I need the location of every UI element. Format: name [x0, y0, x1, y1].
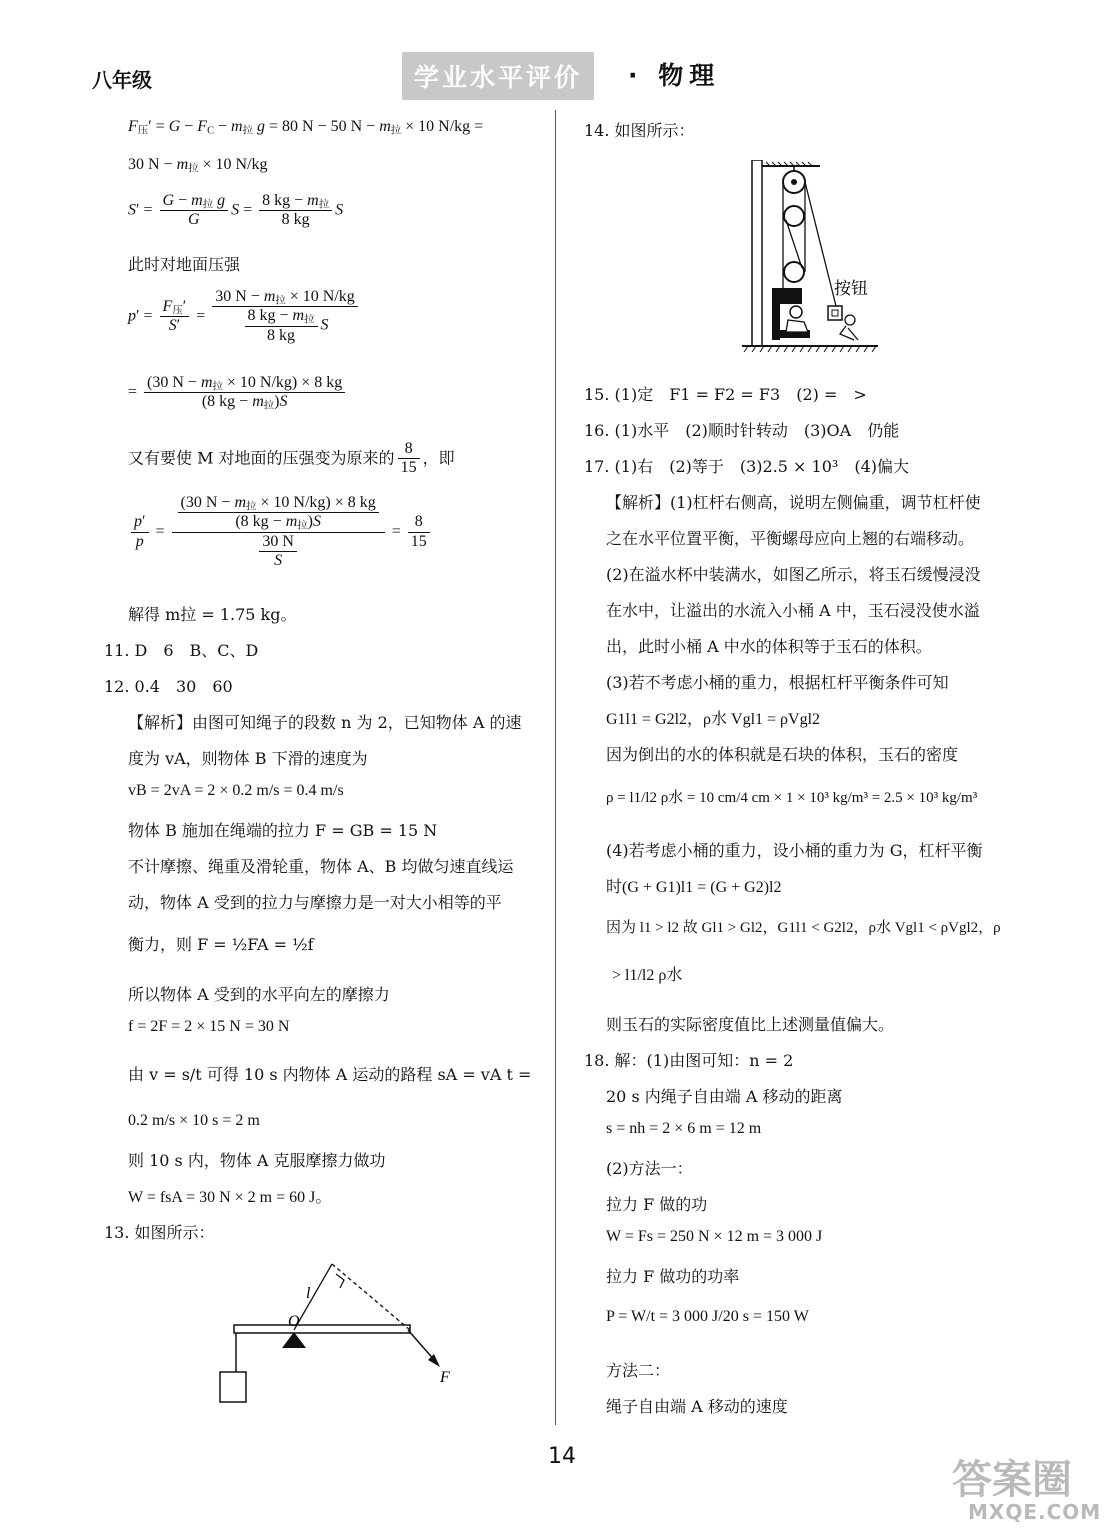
q17-line-h: 因为倒出的水的体积就是石块的体积，玉石的密度: [606, 745, 959, 764]
q17-line-m: > l1/l2 ρ水: [612, 967, 683, 984]
label-O: O: [288, 1313, 300, 1330]
person-seated: [790, 306, 802, 318]
q17-line-g: G1l1 = G2l2，ρ水 Vgl1 = ρVgl2: [606, 711, 821, 728]
page-number: 14: [548, 1444, 576, 1469]
q12-line-f: 动，物体 A 受到的拉力与摩擦力是一对大小相等的平: [128, 893, 502, 912]
q12-line-l: 则 10 s 内，物体 A 克服摩擦力做功: [128, 1151, 386, 1170]
lever-diagram: [210, 1250, 470, 1410]
rope-to-button: [805, 182, 836, 306]
arm-line: [294, 1264, 332, 1330]
watermark-url: MXQE.COM: [968, 1500, 1102, 1524]
q17-line-k: 时(G + G1)l1 = (G + G2)l2: [606, 879, 782, 896]
eq-f-pressure-cont: 30 $N - m_拉 \times 10$ N/kg: [128, 156, 268, 175]
eq-ratio: $\frac{p'}{p}$ = $\frac{\frac{(30 N - m_拉 \times 10 N/kg) \times 8 kg}{(8 kg - m_拉)S}}{\frac{30 N}{S}}$ = $\frac{8}{15}$: [128, 494, 433, 571]
q12-line-h: 所以物体 A 受到的水平向左的摩擦力: [128, 985, 390, 1004]
fulcrum: [282, 1332, 306, 1348]
column-divider: [555, 110, 556, 1425]
grade-label: 八年级: [92, 68, 152, 92]
answer-16: 16. (1)水平 (2)顺时针转动 (3)OA 仍能: [584, 421, 900, 440]
answer-15: 15. (1)定 F1 = F2 = F3 (2) = >: [584, 385, 867, 404]
q18-line-g: P = W/t = 3 000 J/20 s = 150 W: [606, 1308, 809, 1325]
q17-line-n: 则玉石的实际密度值比上述测量值偏大。: [606, 1015, 895, 1034]
answer-11: 11. D 6 B、C、D: [104, 641, 259, 660]
weight-block: [220, 1372, 246, 1402]
text-solve: 解得 m拉 = 1.75 kg。: [128, 605, 297, 624]
q17-line-f: (3)若不考虑小桶的重力，根据杠杆平衡条件可知: [606, 673, 949, 692]
pulley-diagram: [742, 160, 882, 356]
q18-line-c: (2)方法一：: [606, 1159, 693, 1178]
text-condition: 又有要使 M 对地面的压强变为原来的 $\frac{8}{15}$ ，即: [128, 440, 455, 477]
answer-14: 14. 如图所示：: [584, 121, 695, 140]
lever-bar: [234, 1325, 410, 1333]
answer-17: 17. (1)右 (2)等于 (3)2.5 × 10³ (4)偏大: [584, 457, 909, 476]
eq-f-pressure: $F_压' = G - F_C - m_拉$ g = 80 N − 50 $N - m_拉 \times 10$ N/kg =: [128, 118, 484, 137]
text-pressure: 此时对地面压强: [128, 255, 241, 274]
force-line-extension: [332, 1264, 410, 1330]
q18-line-a: 20 s 内绳子自由端 A 移动的距离: [606, 1087, 843, 1106]
label-F: F: [440, 1369, 450, 1386]
q12-line-a: 【解析】由图可知绳子的段数 n 为 2，已知物体 A 的速: [128, 713, 522, 732]
q12-line-j: 由 v = s/t 可得 10 s 内物体 A 运动的路程 sA = vA t =: [128, 1065, 532, 1084]
q18-line-h: 方法二：: [606, 1361, 671, 1380]
q17-line-c: (2)在溢水杯中装满水，如图乙所示，将玉石缓慢浸没: [606, 565, 981, 584]
q18-line-b: s = nh = 2 × 6 m = 12 m: [606, 1120, 762, 1137]
q18-line-i: 绳子自由端 A 移动的速度: [606, 1397, 788, 1416]
eq-s-prime: S′ = $\frac{G - m_拉 g}{G}$ S = $\frac{8 kg - m_拉}{8 kg}$ S: [128, 192, 344, 229]
q17-line-b: 之在水平位置平衡，平衡螺母应向上翘的右端移动。: [606, 529, 975, 548]
q12-line-c: vB = 2vA = 2 × 0.2 m/s = 0.4 m/s: [128, 782, 344, 799]
label-l: l: [306, 1285, 311, 1302]
eq-p-prime-2: = $\frac{(30 N - m_拉 \times 10 N/kg) \times 8 kg}{(8 kg - m_拉)S}$: [128, 374, 348, 412]
q18-line-e: W = Fs = 250 N × 12 m = 3 000 J: [606, 1228, 823, 1245]
q12-line-i: f = 2F = 2 × 15 N = 30 N: [128, 1018, 290, 1035]
series-title: 学业水平评价: [402, 52, 594, 100]
person-helper: [845, 315, 855, 325]
right-angle-mark: [336, 1274, 344, 1288]
q17-line-e: 出，此时小桶 A 中水的体积等于玉石的体积。: [606, 637, 932, 656]
q17-line-j: (4)若考虑小桶的重力，设小桶的重力为 G，杠杆平衡: [606, 841, 983, 860]
q17-line-d: 在水中，让溢出的水流入小桶 A 中，玉石浸没使水溢: [606, 601, 980, 620]
answer-12: 12. 0.4 30 60: [104, 677, 233, 696]
subject-title: · 物理: [628, 61, 721, 90]
q17-line-l: 因为 l1 > l2 故 Gl1 > Gl2，G1l1 < G2l2，ρ水 Vgl1 < ρVgl2，ρ: [606, 920, 1001, 936]
q18-line-d: 拉力 F 做的功: [606, 1195, 708, 1214]
answer-18: 18. 解：(1)由图可知：n = 2: [584, 1051, 794, 1070]
q12-line-e: 不计摩擦、绳重及滑轮重，物体 A、B 均做匀速直线运: [128, 857, 514, 876]
answer-13: 13. 如图所示：: [104, 1223, 215, 1242]
q12-line-b: 度为 vA，则物体 B 下滑的速度为: [128, 749, 368, 768]
q18-line-f: 拉力 F 做功的功率: [606, 1267, 740, 1286]
label-button: 按钮: [834, 279, 868, 299]
q12-line-g: 衡力，则 F = ½FA = ½f: [128, 935, 314, 954]
q12-line-k: 0.2 m/s × 10 s = 2 m: [128, 1112, 260, 1129]
watermark-logo: 答案圈: [952, 1457, 1072, 1503]
q17-line-i: ρ = l1/l2 ρ水 = 10 cm/4 cm × 1 × 10³ kg/m³ = 2.5 × 10³ kg/m³: [606, 790, 978, 806]
q12-line-d: 物体 B 施加在绳端的拉力 F = GB = 15 N: [128, 821, 438, 840]
eq-p-prime: p′ = $\frac{F_压'}{S'}$ = 30 $N - m_拉 \times 10$ N/kg $\frac{8 kg - m_拉}{8 kg}$ S: [128, 288, 361, 345]
q12-line-m: W = fsA = 30 N × 2 m = 60 J。: [128, 1189, 332, 1206]
q17-line-a: 【解析】(1)杠杆右侧高，说明左侧偏重，调节杠杆使: [606, 493, 981, 512]
